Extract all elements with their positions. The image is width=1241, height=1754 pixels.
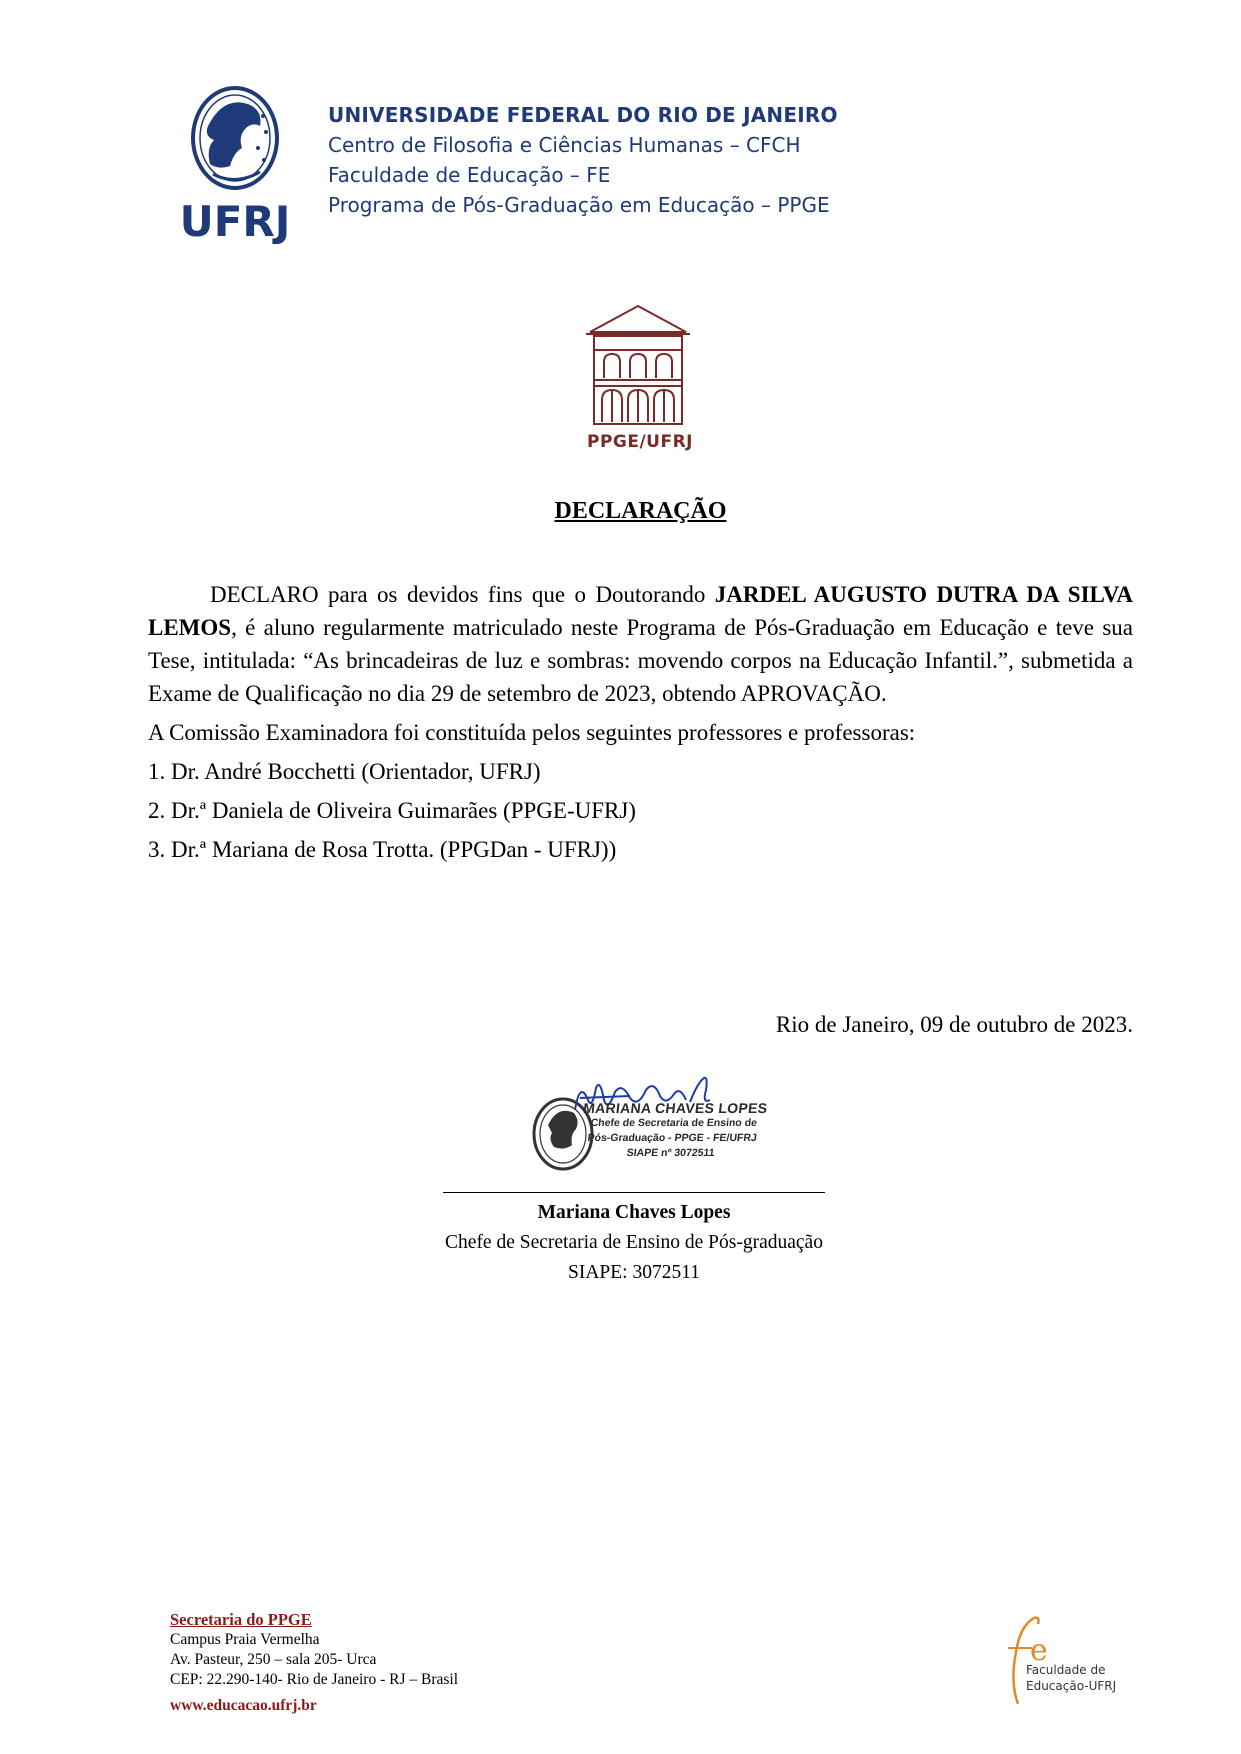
svg-text:e: e [1030,1633,1048,1668]
faculty-name: Faculdade de Educação – FE [328,163,611,187]
stamp-role-line2: Pós-Graduação - PPGE - FE/UFRJ [586,1132,758,1144]
document-title: DECLARAÇÃO [554,498,727,524]
declaration-body [148,578,1133,866]
university-name: UNIVERSIDADE FEDERAL DO RIO DE JANEIRO [328,103,838,127]
committee-intro: A Comissão Examinadora foi constituída pelos seguintes professores e professoras: [148,720,916,745]
signature-line [443,1192,825,1193]
stamp-name: MARIANA CHAVES LOPES [582,1100,769,1116]
stamp-siape: SIAPE nº 3072511 [626,1147,716,1159]
declaration-intro: DECLARO para os devidos fins que o Doutorando [210,582,715,607]
student-name: JARDEL AUGUSTO DUTRA DA SILVA LEMOS [148,582,1133,640]
footer-cep: CEP: 22.290-140- Rio de Janeiro - RJ – Brasil [170,1671,459,1688]
ppge-building-icon [582,302,694,427]
date-line: Rio de Janeiro, 09 de outubro de 2023. [775,1012,1133,1037]
signatory-name: Mariana Chaves Lopes [537,1202,731,1223]
program-name: Programa de Pós-Graduação em Educação – PPGE [328,193,830,217]
footer-address [170,1610,458,1716]
footer-website-link[interactable]: www.educacao.ufrj.br [170,1697,317,1714]
signatory-block [383,1198,885,1288]
fe-logo-line2: Educação-UFRJ [1026,1679,1117,1693]
fe-logo-text [1026,1662,1116,1694]
ufrj-logo-text: UFRJ [179,197,291,244]
official-stamp [575,1100,771,1161]
fe-logo-line1: Faculdade de [1026,1663,1106,1677]
center-name: Centro de Filosofia e Ciências Humanas – CFCH [328,133,801,157]
stamp-role-line1: Chefe de Secretaria de Ensino de [590,1117,758,1129]
signatory-role: Chefe de Secretaria de Ensino de Pós-graduação [445,1232,823,1253]
signatory-siape: SIAPE: 3072511 [568,1262,700,1283]
declaration-paragraph [148,578,1133,710]
declaration-rest: , é aluno regularmente matriculado neste Programa de Pós-Graduação em Educação e teve sua Tese, intitulada: “As brincadeiras de luz e sombras: movendo corpos na Educação Infantil.”, submetida a Exame de Qualificação no dia 29 de setembro de 2023, obtendo APROVAÇÃO. [148,615,1133,706]
committee-member: 3. Dr.ª Mariana de Rosa Trotta. (PPGDan - UFRJ)) [148,837,617,862]
committee-member: 2. Dr.ª Daniela de Oliveira Guimarães (PPGE-UFRJ) [148,798,636,823]
footer-campus: Campus Praia Vermelha [170,1631,320,1648]
ufrj-logo [168,86,303,244]
committee-member: 1. Dr. André Bocchetti (Orientador, UFRJ) [148,759,541,784]
institution-header [328,100,838,220]
ppge-logo-label: PPGE/UFRJ [586,432,694,452]
minerva-seal-icon [193,88,277,188]
footer-street: Av. Pasteur, 250 – sala 205- Urca [170,1651,377,1668]
footer-heading: Secretaria do PPGE [170,1610,312,1629]
